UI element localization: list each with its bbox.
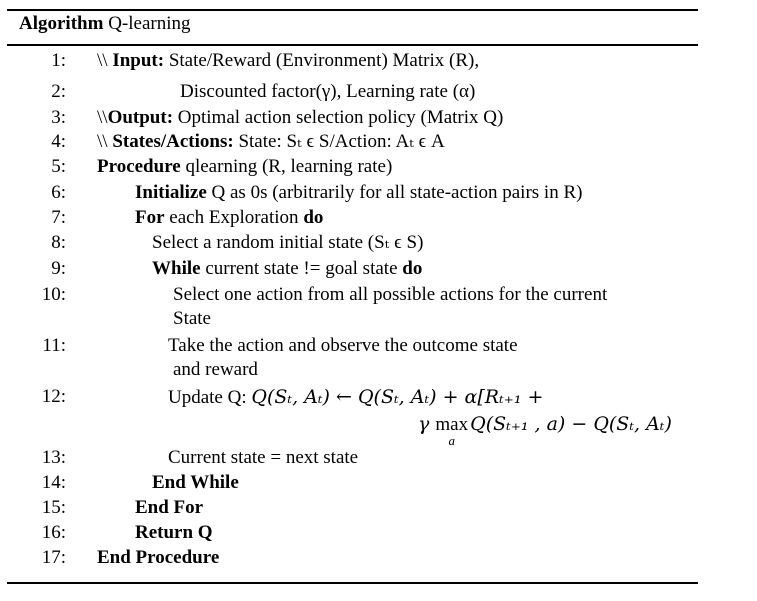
line-17: End Procedure — [97, 547, 220, 568]
line-5: Procedure qlearning (R, learning rate) — [97, 156, 393, 177]
line-number: 15: — [41, 497, 66, 518]
bottom-rule — [7, 582, 698, 584]
line-number: 4: — [51, 131, 66, 152]
line-10-cont: State — [173, 308, 211, 329]
max-operator: max a — [435, 414, 469, 448]
line-15: End For — [135, 497, 204, 518]
line-3: \\Output: Optimal action selection policy (Matrix Q) — [97, 107, 504, 128]
line-11-cont: and reward — [173, 359, 258, 380]
line-9: While current state != goal state do — [152, 258, 423, 279]
line-number: 11: — [42, 335, 66, 356]
line-number: 10: — [41, 284, 66, 305]
line-8: Select a random initial state (Sₜ ϵ S) — [152, 232, 424, 253]
line-number: 17: — [41, 547, 66, 568]
top-rule — [7, 9, 698, 11]
line-number: 7: — [51, 207, 66, 228]
line-number: 13: — [41, 447, 66, 468]
line-7: For each Exploration do — [135, 207, 324, 228]
line-13: Current state = next state — [168, 447, 359, 468]
line-6: Initialize Q as 0s (arbitrarily for all state-action pairs in R) — [135, 182, 583, 203]
line-number: 3: — [51, 107, 66, 128]
header-rule — [7, 44, 698, 46]
line-14: End While — [152, 472, 239, 493]
line-2: Discounted factor(γ), Learning rate (α) — [180, 81, 476, 102]
line-12-cont: γ max a Q(Sₜ₊₁ , a) − Q(Sₜ, Aₜ) — [418, 413, 672, 448]
line-4: \\ States/Actions: State: Sₜ ϵ S/Action: Aₜ ϵ A — [97, 131, 445, 152]
line-number: 2: — [51, 81, 66, 102]
line-number: 5: — [51, 156, 66, 177]
line-10: Select one action from all possible actions for the current — [173, 284, 608, 305]
line-11: Take the action and observe the outcome state — [168, 335, 518, 356]
line-number: 14: — [41, 472, 66, 493]
line-number: 9: — [51, 258, 66, 279]
line-1: \\ Input: State/Reward (Environment) Matrix (R), — [97, 50, 480, 71]
line-number: 8: — [51, 232, 66, 253]
line-12: Update Q: Q(Sₜ, Aₜ) ← Q(Sₜ, Aₜ) + α[Rₜ₊₁ + — [168, 386, 544, 408]
algorithm-title: Algorithm Q-learning — [19, 13, 191, 34]
q-update-equation: Q(Sₜ, Aₜ) ← Q(Sₜ, Aₜ) + α[Rₜ₊₁ + — [251, 386, 544, 408]
line-number: 1: — [51, 50, 66, 71]
line-16: Return Q — [135, 522, 213, 543]
line-number: 16: — [41, 522, 66, 543]
line-number: 6: — [51, 182, 66, 203]
line-number: 12: — [41, 386, 66, 407]
